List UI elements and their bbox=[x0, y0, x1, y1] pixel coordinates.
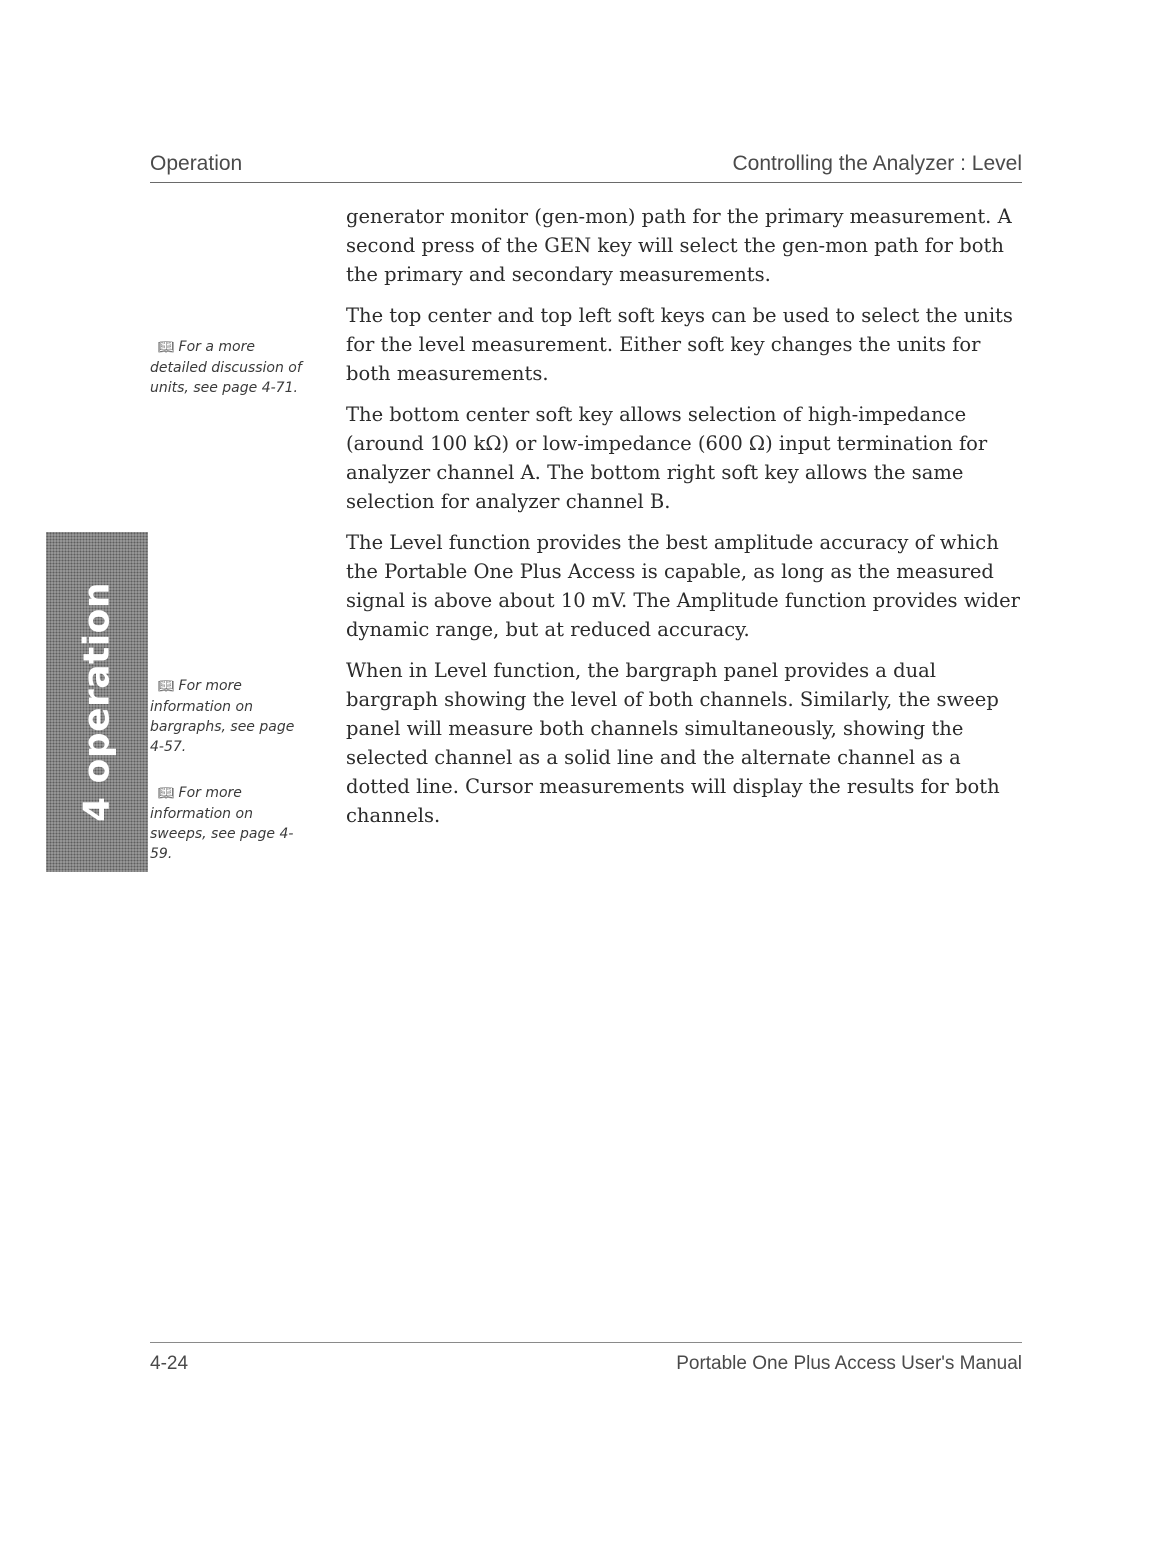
paragraph-units: The top center and top left soft keys can be used to select the units for the level measurement. Either soft key changes the units for both measurements. bbox=[346, 304, 1013, 385]
book-icon: 📖︎ bbox=[158, 786, 175, 801]
margin-note-text: For more information on bargraphs, see page 4-57. bbox=[150, 678, 295, 755]
running-header bbox=[150, 148, 1022, 183]
book-icon: 📖︎ bbox=[158, 679, 175, 694]
header-section: Operation bbox=[150, 152, 243, 175]
margin-note-units bbox=[150, 337, 310, 398]
paragraph-bargraph-sweep: When in Level function, the bargraph panel provides a dual bargraph showing the level of both channels. Similarly, the sweep panel will measure both channels simultaneously, showing the selected channel as a solid line and the alternate channel as a dotted line. Cursor measurements will display the results for both channels. bbox=[346, 659, 1000, 827]
chapter-side-tab bbox=[46, 532, 148, 872]
chapter-side-tab-label: 4 operation bbox=[76, 582, 118, 822]
margin-note-text: For a more detailed discussion of units, see page 4-71. bbox=[150, 339, 302, 396]
book-icon: 📖︎ bbox=[158, 340, 175, 355]
body-text bbox=[346, 202, 1026, 842]
running-footer bbox=[150, 1342, 1022, 1383]
paragraph-accuracy: The Level function provides the best amplitude accuracy of which the Portable One Plus Access is capable, as long as the measured signal is above about 10 mV. The Amplitude function provides wider dynamic range, but at reduced accuracy. bbox=[346, 531, 1020, 641]
header-title: Controlling the Analyzer : Level bbox=[732, 152, 1022, 175]
margin-note-text: For more information on sweeps, see page 4-59. bbox=[150, 785, 294, 862]
page-number: 4-24 bbox=[150, 1353, 189, 1374]
paragraph-gen-mon: generator monitor (gen-mon) path for the primary measurement. A second press of the GEN key will select the gen-mon path for both the primary and secondary measurements. bbox=[346, 205, 1012, 286]
margin-note-sweeps bbox=[150, 783, 310, 864]
paragraph-impedance: The bottom center soft key allows selection of high-impedance (around 100 kΩ) or low-impedance (600 Ω) input termination for analyzer channel A. The bottom right soft key allows the same selection for analyzer channel B. bbox=[346, 403, 988, 513]
manual-title: Portable One Plus Access User's Manual bbox=[676, 1353, 1022, 1374]
margin-note-bargraphs bbox=[150, 676, 310, 757]
